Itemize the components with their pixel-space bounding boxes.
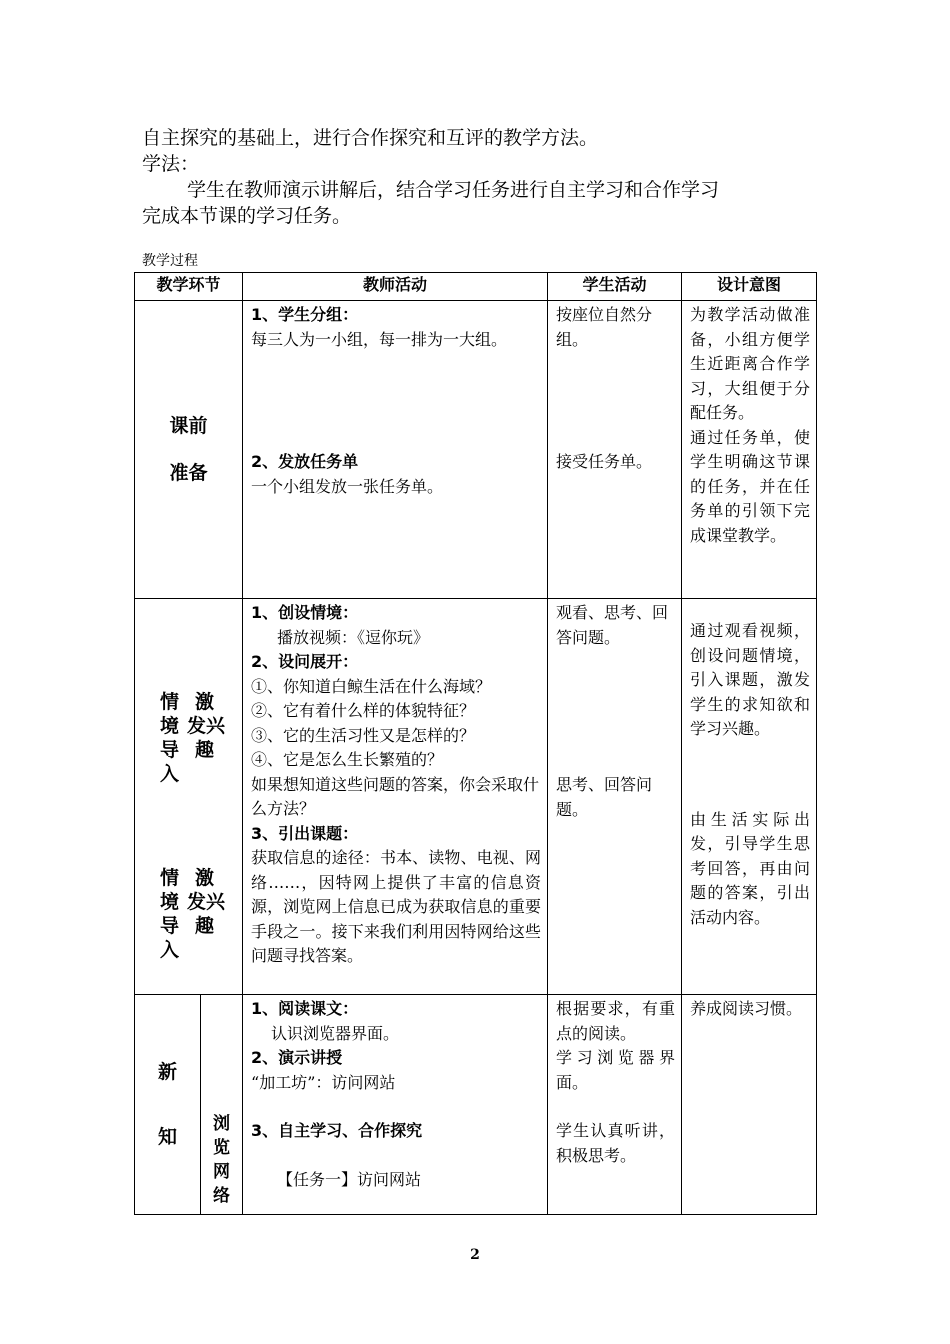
teacher-activity-cell [243,599,548,995]
stage-label-2: 知 [157,1125,177,1148]
student-activity-text: 接受任务单。 [556,452,653,471]
teaching-process-table [134,272,817,1215]
student-activity-cell [548,599,682,995]
teacher-activity-cell [243,301,548,599]
student-activity-text: 学生认真听讲，积极思考。 [556,1121,676,1165]
intro-line-1: 自主探究的基础上，进行合作探究和互评的教学方法。 [142,127,599,149]
teacher-step-title: 3、自主学习、合作探究 [251,1121,423,1140]
design-intent-text: 养成阅读习惯。 [690,999,803,1018]
teacher-step-text: 一个小组发放一张任务单。 [251,476,444,496]
intro-line-2: 学法： [142,153,200,175]
teacher-step-text: 认识浏览器界面。 [271,1023,400,1043]
design-intent-text: 通过观看视频，创设问题情境，引入课题，激发学生的求知欲和学习兴趣。 [690,621,811,738]
header-teacher: 教师活动 [243,273,548,301]
sub-stage-cell [201,995,243,1215]
stage-label-1: 课前 [169,415,208,437]
header-design: 设计意图 [682,273,817,301]
student-activity-text: 按座位自然分组。 [556,305,653,349]
student-activity-cell [548,301,682,599]
teacher-step-title: 1、阅读课文： [251,999,359,1018]
table-row [135,995,817,1215]
design-intent-cell [682,599,817,995]
table-caption: 教学过程 [142,253,198,269]
student-activity-text: 学习浏览器界面。 [556,1048,676,1092]
intro-line-4: 完成本节课的学习任务。 [142,205,352,227]
teacher-step-title: 1、创设情境： [251,603,359,622]
teacher-step-text: 播放视频：《逗你玩》 [277,627,430,647]
teacher-step-title: 3、引出课题： [251,823,359,843]
student-activity-text: 根据要求，有重点的阅读。 [556,999,676,1043]
question-4: ④、它是怎么生长繁殖的？ [251,750,444,769]
design-intent-text: 为教学活动做准备，小组方便学生近距离合作学习，大组便于分配任务。 [690,305,811,422]
teacher-step-title: 2、发放任务单 [251,452,359,471]
student-activity-cell [548,995,682,1215]
question-3: ③、它的生活习性又是怎样的？ [251,725,476,745]
teacher-step-title: 2、设问展开： [251,652,359,671]
stage-cell [135,301,243,599]
stage-label-1: 新 [157,1061,177,1083]
student-activity-text: 思考、回答问题。 [556,775,653,819]
design-intent-cell [682,995,817,1215]
stage-label-2: 准备 [169,461,208,484]
question-2: ②、它有着什么样的体貌特征？ [251,701,476,720]
teacher-activity-cell [243,995,548,1215]
table-row [135,599,817,995]
teacher-step-text: 每三人为一小组，每一排为一大组。 [251,329,508,349]
table-header-row [135,273,817,301]
teacher-step-title: 1、学生分组： [251,305,359,324]
intro-line-3: 学生在教师演示讲解后，结合学习任务进行自主学习和合作学习 [187,179,720,201]
design-intent-text: 由生活实际出发，引导学生思考回答，再由问题的答案，引出活动内容。 [690,809,811,927]
table-row [135,301,817,599]
design-intent-text: 通过任务单，使学生明确这节课的任务，并在任务单的引领下完成课堂教学。 [690,427,811,545]
sub-stage-label: 浏览网络 [213,1114,230,1206]
design-intent-cell [682,301,817,599]
teacher-step-text: “加工坊”：访问网站 [251,1072,396,1092]
stage-label-situation-1: 情 激 境 发兴 导 趣 入 [160,691,226,785]
stage-cell [135,995,201,1215]
question-1: ①、你知道白鲸生活在什么海域？ [251,676,492,696]
teacher-step-title: 2、演示讲授 [251,1048,343,1067]
student-activity-text: 观看、思考、回答问题。 [556,603,669,647]
stage-label-situation-2: 情 激 境 发兴 导 趣 入 [160,867,226,961]
page-number: 2 [470,1247,480,1263]
question-5: 如果想知道这些问题的答案，你会采取什么方法？ [251,774,540,818]
header-student: 学生活动 [548,273,682,301]
teacher-step-text: 获取信息的途径：书本、读物、电视、网络……，因特网上提供了丰富的信息资源，浏览网上信息已成为获取信息的重要手段之一。接下来我们利用因特网给这些问题寻找答案。 [251,848,542,965]
task-label: 【任务一】访问网站 [277,1169,422,1189]
header-stage: 教学环节 [135,273,243,301]
